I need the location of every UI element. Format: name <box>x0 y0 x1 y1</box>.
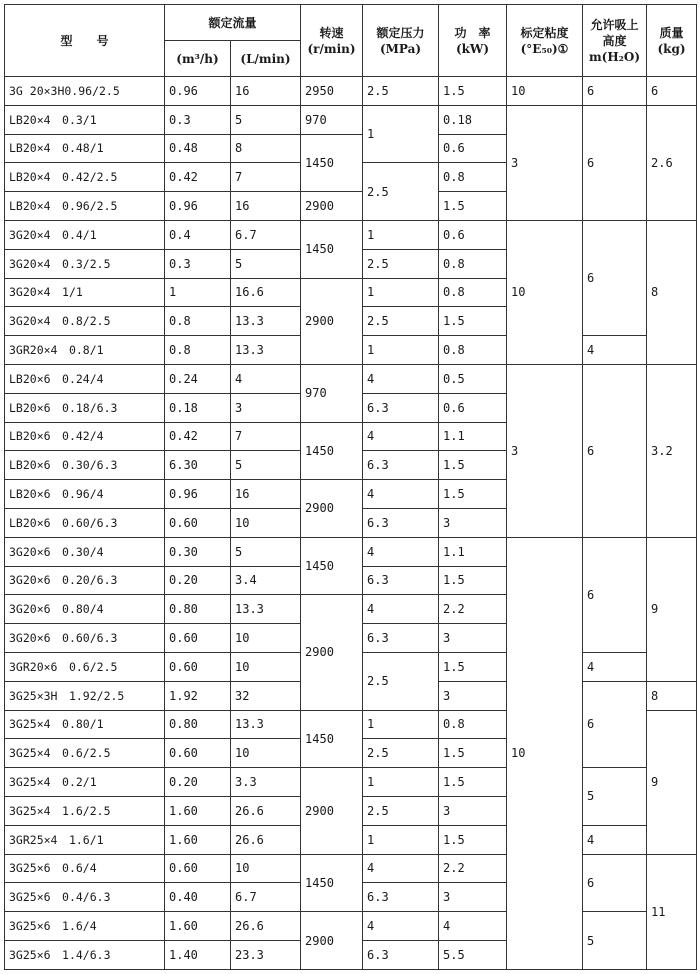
flow-m3h-cell: 0.96 <box>165 77 231 106</box>
model-cell: LB20×6 0.24/4 <box>5 364 165 393</box>
flow-lmin-cell: 10 <box>231 508 301 537</box>
table-row <box>5 105 697 134</box>
model-cell: LB20×6 0.18/6.3 <box>5 393 165 422</box>
flow-m3h-cell: 1.40 <box>165 940 231 969</box>
mass-cell: 2.6 <box>647 105 697 220</box>
model-cell: 3G20×6 0.80/4 <box>5 595 165 624</box>
flow-m3h-cell: 0.80 <box>165 595 231 624</box>
flow-m3h-cell: 0.42 <box>165 422 231 451</box>
flow-m3h-cell: 0.18 <box>165 393 231 422</box>
model-cell: 3G20×4 0.3/2.5 <box>5 249 165 278</box>
flow-lmin-cell: 13.3 <box>231 336 301 365</box>
flow-lmin-cell: 6.7 <box>231 883 301 912</box>
mass-cell: 9 <box>647 710 697 854</box>
pressure-cell: 4 <box>363 854 439 883</box>
speed-cell: 1450 <box>301 134 363 192</box>
model-cell: 3G25×4 0.80/1 <box>5 710 165 739</box>
power-cell: 3 <box>439 508 507 537</box>
model-cell: LB20×6 0.60/6.3 <box>5 508 165 537</box>
power-cell: 3 <box>439 883 507 912</box>
pressure-cell: 4 <box>363 595 439 624</box>
flow-lmin-cell: 26.6 <box>231 912 301 941</box>
suction-cell: 4 <box>583 336 647 365</box>
model-cell: LB20×6 0.30/6.3 <box>5 451 165 480</box>
power-cell: 1.5 <box>439 652 507 681</box>
power-cell: 0.6 <box>439 134 507 163</box>
model-cell: 3GR25×4 1.6/1 <box>5 825 165 854</box>
viscosity-cell: 3 <box>507 105 583 220</box>
pressure-cell: 2.5 <box>363 249 439 278</box>
spec-table-body <box>5 77 697 970</box>
header-pressure <box>363 5 439 77</box>
pressure-cell: 2.5 <box>363 77 439 106</box>
suction-cell: 6 <box>583 220 647 335</box>
pressure-cell: 4 <box>363 422 439 451</box>
pressure-cell: 1 <box>363 220 439 249</box>
pressure-cell: 6.3 <box>363 624 439 653</box>
speed-cell: 2900 <box>301 480 363 538</box>
model-cell: 3G20×6 0.60/6.3 <box>5 624 165 653</box>
header-speed-unit: (r/min) <box>307 41 356 56</box>
mass-cell: 3.2 <box>647 364 697 537</box>
flow-lmin-cell: 13.3 <box>231 307 301 336</box>
flow-m3h-cell: 1.60 <box>165 912 231 941</box>
flow-m3h-cell: 0.40 <box>165 883 231 912</box>
header-viscosity-unit: (°E₅₀)① <box>520 41 569 56</box>
pressure-cell: 4 <box>363 537 439 566</box>
power-cell: 1.5 <box>439 480 507 509</box>
speed-cell: 1450 <box>301 537 363 595</box>
flow-m3h-cell: 0.24 <box>165 364 231 393</box>
power-cell: 0.8 <box>439 163 507 192</box>
power-cell: 2.2 <box>439 854 507 883</box>
flow-m3h-cell: 0.96 <box>165 480 231 509</box>
header-flow-lmin: (L/min) <box>231 41 301 77</box>
table-row <box>5 768 697 797</box>
model-cell: 3G25×6 1.4/6.3 <box>5 940 165 969</box>
flow-lmin-cell: 13.3 <box>231 595 301 624</box>
model-cell: 3G25×4 0.2/1 <box>5 768 165 797</box>
pressure-cell: 1 <box>363 336 439 365</box>
model-cell: 3G25×4 1.6/2.5 <box>5 796 165 825</box>
pressure-cell: 4 <box>363 480 439 509</box>
mass-cell: 9 <box>647 537 697 681</box>
header-power-label: 功 率 <box>454 25 491 40</box>
mass-cell: 11 <box>647 854 697 969</box>
power-cell: 1.5 <box>439 451 507 480</box>
pressure-cell: 2.5 <box>363 739 439 768</box>
mass-cell: 6 <box>647 77 697 106</box>
model-cell: 3G25×6 1.6/4 <box>5 912 165 941</box>
table-row <box>5 537 697 566</box>
flow-lmin-cell: 26.6 <box>231 796 301 825</box>
power-cell: 0.5 <box>439 364 507 393</box>
power-cell: 1.1 <box>439 422 507 451</box>
model-cell: 3G25×6 0.4/6.3 <box>5 883 165 912</box>
table-row <box>5 77 697 106</box>
flow-lmin-cell: 8 <box>231 134 301 163</box>
flow-m3h-cell: 6.30 <box>165 451 231 480</box>
power-cell: 0.8 <box>439 278 507 307</box>
flow-lmin-cell: 6.7 <box>231 220 301 249</box>
flow-lmin-cell: 10 <box>231 854 301 883</box>
speed-cell: 1450 <box>301 854 363 912</box>
model-cell: 3G20×4 0.4/1 <box>5 220 165 249</box>
flow-lmin-cell: 3.3 <box>231 768 301 797</box>
header-pressure-label: 额定压力 <box>376 25 425 40</box>
flow-m3h-cell: 0.60 <box>165 624 231 653</box>
power-cell: 0.8 <box>439 249 507 278</box>
speed-cell: 2900 <box>301 278 363 364</box>
header-flow-m3h: (m³/h) <box>165 41 231 77</box>
power-cell: 1.5 <box>439 566 507 595</box>
header-pressure-unit: (MPa) <box>379 41 422 56</box>
header-mass-unit: (kg) <box>657 41 686 56</box>
viscosity-cell: 10 <box>507 77 583 106</box>
pump-spec-table <box>4 4 697 970</box>
flow-m3h-cell: 0.60 <box>165 652 231 681</box>
flow-lmin-cell: 16 <box>231 192 301 221</box>
suction-cell: 6 <box>583 854 647 912</box>
header-viscosity-label: 标定粘度 <box>520 25 569 40</box>
flow-m3h-cell: 0.3 <box>165 105 231 134</box>
model-cell: 3GR20×4 0.8/1 <box>5 336 165 365</box>
header-suction-label: 允许吸上高度 <box>590 17 639 48</box>
power-cell: 3 <box>439 796 507 825</box>
pressure-cell: 6.3 <box>363 940 439 969</box>
pressure-cell: 2.5 <box>363 163 439 221</box>
model-cell: 3G20×6 0.20/6.3 <box>5 566 165 595</box>
viscosity-cell: 3 <box>507 364 583 537</box>
model-cell: 3G25×4 0.6/2.5 <box>5 739 165 768</box>
model-cell: 3G20×4 0.8/2.5 <box>5 307 165 336</box>
power-cell: 0.18 <box>439 105 507 134</box>
power-cell: 1.5 <box>439 77 507 106</box>
header-speed-label: 转速 <box>319 25 344 40</box>
flow-lmin-cell: 16 <box>231 77 301 106</box>
pressure-cell: 1 <box>363 710 439 739</box>
suction-cell: 4 <box>583 825 647 854</box>
flow-lmin-cell: 5 <box>231 249 301 278</box>
suction-cell: 6 <box>583 681 647 767</box>
power-cell: 4 <box>439 912 507 941</box>
flow-lmin-cell: 5 <box>231 451 301 480</box>
mass-cell: 8 <box>647 220 697 364</box>
flow-lmin-cell: 10 <box>231 739 301 768</box>
flow-m3h-cell: 0.20 <box>165 566 231 595</box>
flow-m3h-cell: 1.60 <box>165 796 231 825</box>
flow-lmin-cell: 13.3 <box>231 710 301 739</box>
speed-cell: 1450 <box>301 710 363 768</box>
speed-cell: 1450 <box>301 422 363 480</box>
speed-cell: 2900 <box>301 912 363 970</box>
power-cell: 1.1 <box>439 537 507 566</box>
flow-lmin-cell: 16 <box>231 480 301 509</box>
power-cell: 3 <box>439 681 507 710</box>
flow-m3h-cell: 0.8 <box>165 336 231 365</box>
pressure-cell: 2.5 <box>363 796 439 825</box>
flow-m3h-cell: 0.42 <box>165 163 231 192</box>
pressure-cell: 6.3 <box>363 508 439 537</box>
table-row <box>5 220 697 249</box>
pressure-cell: 6.3 <box>363 883 439 912</box>
flow-m3h-cell: 1.92 <box>165 681 231 710</box>
power-cell: 0.6 <box>439 393 507 422</box>
flow-m3h-cell: 0.30 <box>165 537 231 566</box>
model-cell: 3G25×3H 1.92/2.5 <box>5 681 165 710</box>
flow-lmin-cell: 5 <box>231 537 301 566</box>
header-power <box>439 5 507 77</box>
pressure-cell: 1 <box>363 105 439 163</box>
header-mass-label: 质量 <box>659 25 684 40</box>
power-cell: 5.5 <box>439 940 507 969</box>
flow-m3h-cell: 0.60 <box>165 508 231 537</box>
suction-cell: 6 <box>583 537 647 652</box>
table-row <box>5 912 697 941</box>
flow-m3h-cell: 0.8 <box>165 307 231 336</box>
header-speed <box>301 5 363 77</box>
power-cell: 0.6 <box>439 220 507 249</box>
model-cell: 3G 20×3H0.96/2.5 <box>5 77 165 106</box>
model-cell: LB20×6 0.96/4 <box>5 480 165 509</box>
suction-cell: 5 <box>583 912 647 970</box>
table-row <box>5 364 697 393</box>
flow-lmin-cell: 3.4 <box>231 566 301 595</box>
pressure-cell: 1 <box>363 825 439 854</box>
header-suction <box>583 5 647 77</box>
flow-m3h-cell: 0.60 <box>165 739 231 768</box>
viscosity-cell: 10 <box>507 220 583 364</box>
suction-cell: 4 <box>583 652 647 681</box>
flow-lmin-cell: 7 <box>231 422 301 451</box>
flow-lmin-cell: 10 <box>231 652 301 681</box>
model-cell: LB20×6 0.42/4 <box>5 422 165 451</box>
model-cell: LB20×4 0.48/1 <box>5 134 165 163</box>
flow-lmin-cell: 3 <box>231 393 301 422</box>
model-cell: 3G25×6 0.6/4 <box>5 854 165 883</box>
suction-cell: 6 <box>583 77 647 106</box>
model-cell: LB20×4 0.96/2.5 <box>5 192 165 221</box>
flow-m3h-cell: 0.96 <box>165 192 231 221</box>
suction-cell: 6 <box>583 105 647 220</box>
model-cell: 3G20×4 1/1 <box>5 278 165 307</box>
flow-lmin-cell: 7 <box>231 163 301 192</box>
flow-lmin-cell: 16.6 <box>231 278 301 307</box>
flow-m3h-cell: 0.4 <box>165 220 231 249</box>
header-suction-unit: m(H₂O) <box>588 49 641 64</box>
flow-m3h-cell: 1.60 <box>165 825 231 854</box>
power-cell: 2.2 <box>439 595 507 624</box>
table-row <box>5 854 697 883</box>
model-cell: LB20×4 0.42/2.5 <box>5 163 165 192</box>
viscosity-cell: 10 <box>507 537 583 969</box>
power-cell: 1.5 <box>439 768 507 797</box>
power-cell: 0.8 <box>439 710 507 739</box>
pressure-cell: 2.5 <box>363 307 439 336</box>
pressure-cell: 4 <box>363 912 439 941</box>
flow-lmin-cell: 32 <box>231 681 301 710</box>
speed-cell: 970 <box>301 364 363 422</box>
flow-lmin-cell: 5 <box>231 105 301 134</box>
model-cell: LB20×4 0.3/1 <box>5 105 165 134</box>
flow-m3h-cell: 0.80 <box>165 710 231 739</box>
speed-cell: 2900 <box>301 192 363 221</box>
pressure-cell: 6.3 <box>363 393 439 422</box>
flow-m3h-cell: 1 <box>165 278 231 307</box>
power-cell: 1.5 <box>439 192 507 221</box>
pressure-cell: 4 <box>363 364 439 393</box>
speed-cell: 2900 <box>301 595 363 710</box>
power-cell: 1.5 <box>439 825 507 854</box>
speed-cell: 970 <box>301 105 363 134</box>
suction-cell: 5 <box>583 768 647 826</box>
model-cell: 3G20×6 0.30/4 <box>5 537 165 566</box>
pressure-cell: 6.3 <box>363 451 439 480</box>
speed-cell: 1450 <box>301 220 363 278</box>
flow-m3h-cell: 0.3 <box>165 249 231 278</box>
flow-lmin-cell: 26.6 <box>231 825 301 854</box>
flow-lmin-cell: 10 <box>231 624 301 653</box>
speed-cell: 2900 <box>301 768 363 854</box>
header-mass <box>647 5 697 77</box>
flow-m3h-cell: 0.48 <box>165 134 231 163</box>
header-model: 型 号 <box>5 5 165 77</box>
flow-lmin-cell: 23.3 <box>231 940 301 969</box>
pressure-cell: 1 <box>363 278 439 307</box>
flow-m3h-cell: 0.60 <box>165 854 231 883</box>
flow-m3h-cell: 0.20 <box>165 768 231 797</box>
model-cell: 3GR20×6 0.6/2.5 <box>5 652 165 681</box>
power-cell: 0.8 <box>439 336 507 365</box>
pressure-cell: 1 <box>363 768 439 797</box>
suction-cell: 6 <box>583 364 647 537</box>
header-flow: 额定流量 <box>165 5 301 41</box>
power-cell: 1.5 <box>439 307 507 336</box>
flow-lmin-cell: 4 <box>231 364 301 393</box>
speed-cell: 2950 <box>301 77 363 106</box>
power-cell: 1.5 <box>439 739 507 768</box>
pressure-cell: 6.3 <box>363 566 439 595</box>
pressure-cell: 2.5 <box>363 652 439 710</box>
header-power-unit: (kW) <box>455 41 490 56</box>
header-viscosity <box>507 5 583 77</box>
mass-cell: 8 <box>647 681 697 710</box>
power-cell: 3 <box>439 624 507 653</box>
